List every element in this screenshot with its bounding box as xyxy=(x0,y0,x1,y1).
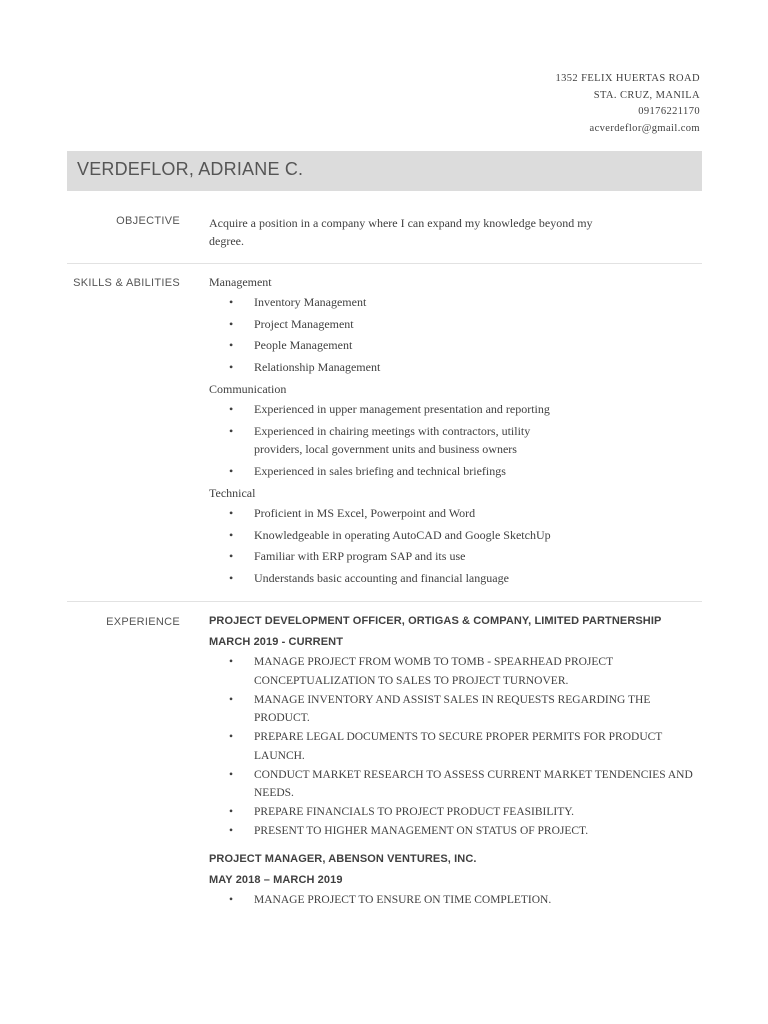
bullet-icon: • xyxy=(229,359,234,374)
bullet-icon: • xyxy=(229,693,234,706)
bullet-icon: • xyxy=(229,768,234,781)
contact-block xyxy=(555,71,700,137)
divider-objective xyxy=(67,263,702,264)
job-duties-list xyxy=(209,891,699,910)
bullet-icon: • xyxy=(229,402,234,416)
candidate-name: VERDEFLOR, ADRIANE C. xyxy=(77,159,304,179)
bullet-icon: • xyxy=(229,825,234,837)
job-duties-list xyxy=(209,653,699,841)
list-item: • Understands basic accounting and financial language xyxy=(209,569,609,588)
skill-list xyxy=(209,400,609,480)
skills-label: SKILLS & ABILITIES xyxy=(73,277,180,289)
objective-section xyxy=(67,214,702,256)
divider-skills xyxy=(67,601,702,602)
list-item: • Experienced in sales briefing and technical briefings xyxy=(209,462,609,481)
job-title: PROJECT DEVELOPMENT OFFICER, ORTIGAS & COMPANY, LIMITED PARTNERSHIP xyxy=(209,615,662,627)
address-line-2: STA. CRUZ, MANILA xyxy=(593,89,700,101)
job-entry xyxy=(209,611,699,841)
list-item: • Proficient in MS Excel, Powerpoint and Word xyxy=(209,504,609,523)
skill-group-technical xyxy=(209,483,609,587)
skills-section xyxy=(67,272,702,592)
skills-body xyxy=(209,272,609,590)
skill-list xyxy=(209,504,609,587)
objective-body xyxy=(209,214,619,250)
skill-group-communication xyxy=(209,379,609,480)
job-entry xyxy=(209,849,699,910)
name-banner xyxy=(67,151,702,191)
list-item: • Experienced in chairing meetings with contractors, utility providers, local government units and business owners xyxy=(229,423,531,456)
phone-number: 09176221170 xyxy=(638,106,700,117)
list-item: • PRESENT TO HIGHER MANAGEMENT ON STATUS OF PROJECT. xyxy=(209,822,699,841)
email-address: acverdeflor@gmail.com xyxy=(589,122,700,134)
experience-label: EXPERIENCE xyxy=(106,616,180,628)
skill-group-title: Technical xyxy=(209,486,256,500)
list-item: • Familiar with ERP program SAP and its use xyxy=(209,547,609,566)
bullet-icon: • xyxy=(229,463,234,478)
experience-section xyxy=(67,611,702,931)
list-item: • Experienced in upper management presentation and reporting xyxy=(209,400,609,419)
list-item: • Relationship Management xyxy=(209,358,609,377)
skill-list xyxy=(209,293,609,376)
bullet-icon: • xyxy=(229,570,234,585)
list-item: • Knowledgeable in operating AutoCAD and Google SketchUp xyxy=(209,526,609,545)
objective-text: Acquire a position in a company where I can expand my knowledge beyond my degree. xyxy=(209,216,593,248)
list-item: • Project Management xyxy=(209,315,609,334)
skill-group-title: Communication xyxy=(209,382,287,396)
bullet-icon: • xyxy=(229,316,234,331)
list-item: • MANAGE INVENTORY AND ASSIST SALES IN REQUESTS REGARDING THE PRODUCT. xyxy=(209,691,699,728)
bullet-icon: • xyxy=(229,338,234,352)
skill-group-management xyxy=(209,272,609,376)
list-item: • PREPARE LEGAL DOCUMENTS TO SECURE PROPER PERMITS FOR PRODUCT LAUNCH. xyxy=(209,728,699,765)
bullet-icon: • xyxy=(229,656,234,668)
job-dates: MAY 2018 – MARCH 2019 xyxy=(209,873,343,886)
bullet-icon: • xyxy=(229,806,234,818)
list-item: • MANAGE PROJECT FROM WOMB TO TOMB - SPEARHEAD PROJECT CONCEPTUALIZATION TO SALES TO PROJECT TURNOVER. xyxy=(209,653,699,690)
experience-body xyxy=(209,611,699,910)
list-item: • PREPARE FINANCIALS TO PROJECT PRODUCT FEASIBILITY. xyxy=(209,803,699,822)
list-item: • Inventory Management xyxy=(209,293,609,312)
list-item: • MANAGE PROJECT TO ENSURE ON TIME COMPLETION. xyxy=(209,891,699,910)
list-item: • People Management xyxy=(209,336,609,355)
objective-label: OBJECTIVE xyxy=(116,215,180,227)
address-line-1: 1352 FELIX HUERTAS ROAD xyxy=(555,73,700,84)
bullet-icon: • xyxy=(229,893,234,906)
bullet-icon: • xyxy=(229,549,234,563)
job-title: PROJECT MANAGER, ABENSON VENTURES, INC. xyxy=(209,852,477,865)
job-dates: MARCH 2019 - CURRENT xyxy=(209,636,344,648)
bullet-icon: • xyxy=(229,423,234,438)
bullet-icon: • xyxy=(229,731,234,743)
skill-group-title: Management xyxy=(209,275,272,289)
bullet-icon: • xyxy=(229,506,234,520)
bullet-icon: • xyxy=(229,295,234,309)
list-item: • CONDUCT MARKET RESEARCH TO ASSESS CURRENT MARKET TENDENCIES AND NEEDS. xyxy=(209,766,699,803)
bullet-icon: • xyxy=(229,527,234,542)
